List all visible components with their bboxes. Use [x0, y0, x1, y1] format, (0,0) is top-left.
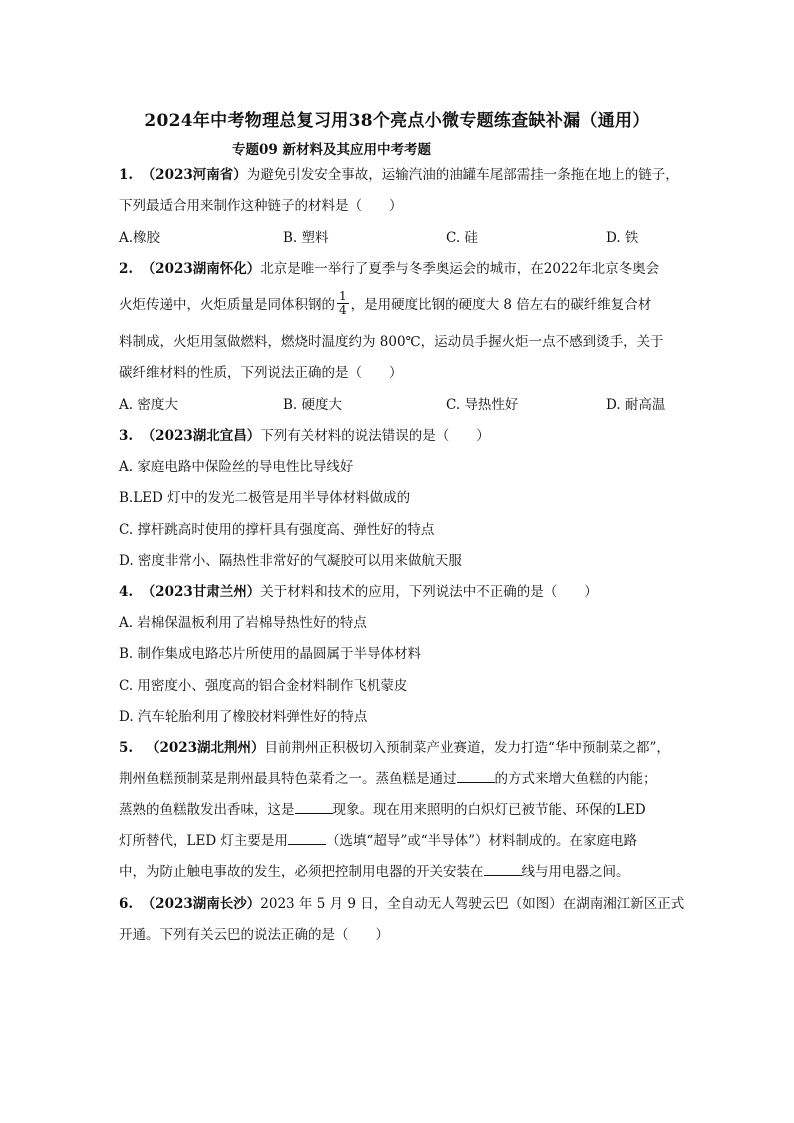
question-1-option-d: D. 铁 [606, 230, 639, 246]
question-5-line-2: 荆州鱼糕预制菜是荆州最具特色菜肴之一。蒸鱼糕是通过 的方式来增大鱼糕的内能； [119, 771, 657, 787]
page-title: 2024年中考物理总复习用38个亮点小微专题练查缺补漏（通用） [144, 111, 650, 131]
question-3-option-a: A. 家庭电路中保险丝的导电性比导线好 [119, 459, 354, 475]
question-5-line-1: 5. （2023湖北荆州）目前荆州正积极切入预制菜产业赛道，发力打造“华中预制菜之都”， [119, 740, 670, 756]
question-6-line-1: 6. （2023湖南长沙）2023 年 5 月 9 日，全自动无人驾驶云巴（如图）在湖南湘江新区正式 [119, 896, 685, 912]
question-2-option-b: B. 硬度大 [283, 397, 343, 413]
question-source: （2023湖南怀化） [141, 261, 261, 277]
question-1-line-1: 1. （2023河南省）为避免引发安全事故，运输汽油的油罐车尾部需挂一条拖在地上的链子， [119, 167, 679, 183]
page-subtitle: 专题09 新材料及其应用中考考题 [232, 142, 431, 158]
question-1-option-b: B. 塑料 [283, 230, 329, 246]
answer-blank[interactable] [295, 801, 333, 814]
question-1-option-c: C. 硅 [446, 230, 478, 246]
question-source: （2023湖南长沙） [141, 896, 261, 912]
question-source: （2023河南省） [141, 167, 247, 183]
question-source: （2023湖北荆州） [145, 740, 265, 756]
question-1-line-2: 下列最适合用来制作这种链子的材料是（ ） [119, 198, 403, 214]
question-5-line-4: 灯所替代，LED 灯主要是用 （选填“超导”或“半导体”）材料制成的。在家庭电路 [119, 833, 638, 849]
question-4-option-a: A. 岩棉保温板利用了岩棉导热性好的特点 [119, 615, 367, 631]
question-3-option-d: D. 密度非常小、隔热性非常好的气凝胶可以用来做航天服 [119, 553, 462, 569]
question-number: 3. [119, 428, 134, 444]
question-1-option-a: A.橡胶 [119, 230, 161, 246]
question-4-option-c: C. 用密度小、强度高的铝合金材料制作飞机蒙皮 [119, 678, 408, 694]
question-number: 5. [119, 740, 134, 756]
question-5-line-3: 蒸熟的鱼糕散发出香味，这是 现象。现在用来照明的白炽灯已被节能、环保的LED [119, 802, 646, 818]
question-6-line-2: 开通。下列有关云巴的说法正确的是（ ） [119, 927, 389, 943]
question-2-line-1: 2. （2023湖南怀化）北京是唯一举行了夏季与冬季奥运会的城市，在2022年北京冬奥会 [119, 261, 660, 277]
question-3-option-b: B.LED 灯中的发光二极管是用半导体材料做成的 [119, 490, 411, 506]
question-number: 1. [119, 167, 134, 183]
answer-blank[interactable] [288, 832, 326, 845]
question-source: （2023甘肃兰州） [141, 584, 261, 600]
question-source: （2023湖北宜昌） [141, 428, 261, 444]
question-2-line-3: 料制成，火炬用氢做燃料，燃烧时温度约为 800℃，运动员手握火炬一点不感到烫手，关于 [119, 334, 664, 350]
fraction: $\frac{1}{4}$ [339, 289, 347, 317]
answer-blank[interactable] [457, 770, 495, 783]
question-4-option-b: B. 制作集成电路芯片所使用的晶圆属于半导体材料 [119, 646, 422, 662]
question-5-line-5: 中，为防止触电事故的发生，必须把控制用电器的开关安装在 线与用电器之间。 [119, 864, 630, 880]
question-3-line-1: 3. （2023湖北宜昌）下列有关材料的说法错误的是（ ） [119, 428, 490, 444]
question-number: 6. [119, 896, 134, 912]
question-4-option-d: D. 汽车轮胎利用了橡胶材料弹性好的特点 [119, 709, 368, 725]
question-2-line-2: 火炬传递中，火炬质量是同体积钢的 $\frac{1}{4}$ ，是用硬度比钢的硬度大 8 倍左右的碳纤维复合材 [119, 289, 652, 317]
question-3-option-c: C. 撑杆跳高时使用的撑杆具有强度高、弹性好的特点 [119, 522, 435, 538]
question-2-option-d: D. 耐高温 [606, 397, 666, 413]
question-2-line-4: 碳纤维材料的性质，下列说法正确的是（ ） [119, 365, 403, 381]
question-number: 4. [119, 584, 134, 600]
question-4-line-1: 4. （2023甘肃兰州）关于材料和技术的应用，下列说法中不正确的是（ ） [119, 584, 598, 600]
answer-blank[interactable] [484, 863, 522, 876]
question-2-option-c: C. 导热性好 [446, 397, 519, 413]
question-2-option-a: A. 密度大 [119, 397, 178, 413]
question-number: 2. [119, 261, 134, 277]
